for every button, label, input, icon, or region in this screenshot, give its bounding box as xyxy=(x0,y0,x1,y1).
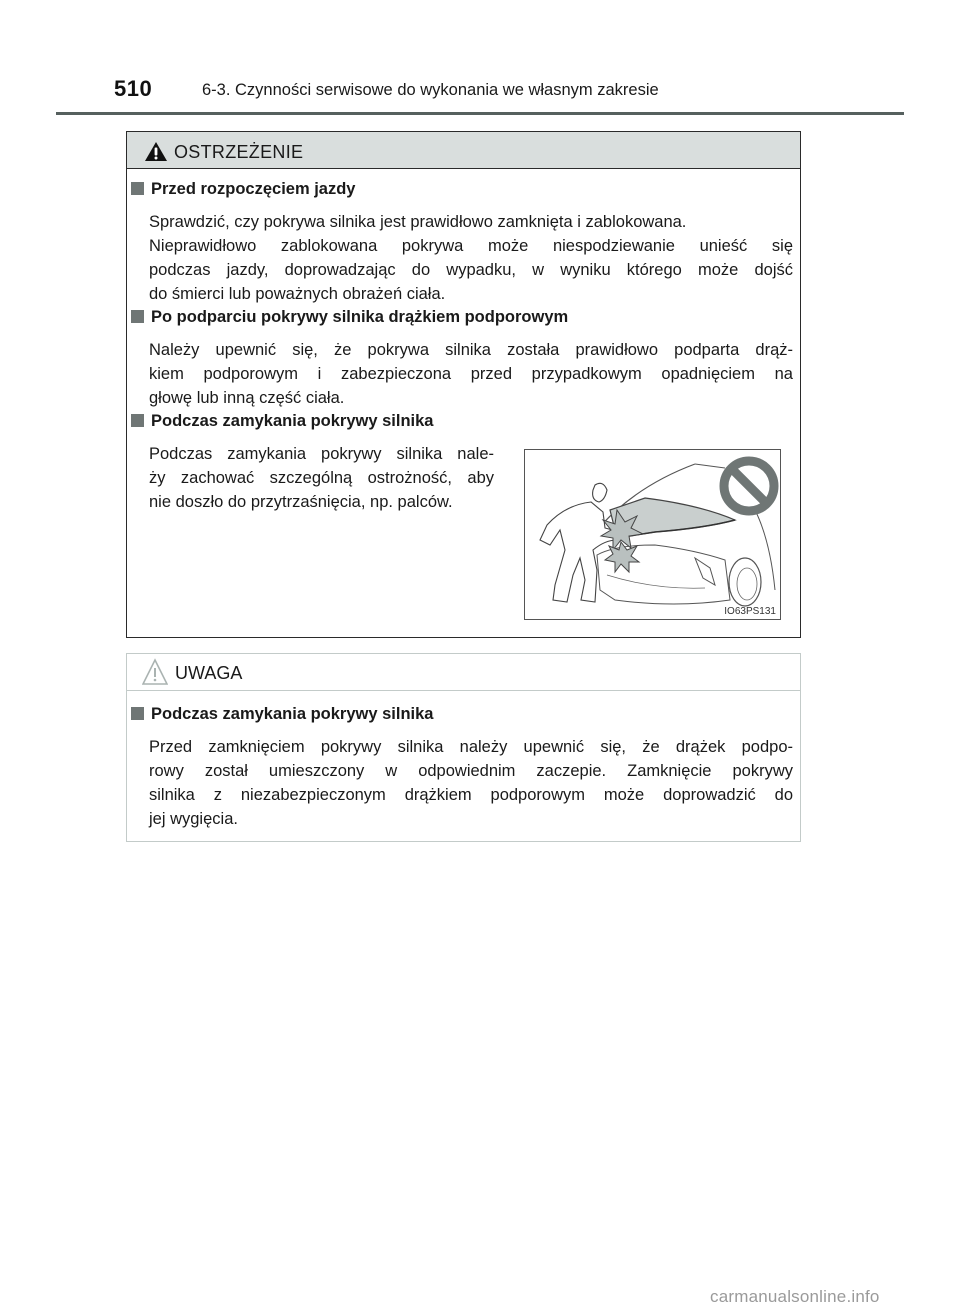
warning-box xyxy=(126,131,801,638)
prohibition-icon xyxy=(724,461,774,511)
warning-label: OSTRZEŻENIE xyxy=(174,142,304,162)
section-heading: Po podparciu pokrywy silnika drążkiem podporowym xyxy=(131,308,568,327)
warning-header xyxy=(127,132,800,169)
section-paragraph: Przed zamknięciem pokrywy silnika należy upewnić się, że drążek podpo- rowy został umieszczony w odpowiednim zaczepie. Zamknięcie pokrywy silnika z niezabezpieczonym drążkiem podporowym może doprowadzić do jej wygięcia. xyxy=(149,738,793,828)
section-heading: Podczas zamykania pokrywy silnika xyxy=(131,412,433,431)
caution-header xyxy=(127,654,800,691)
car-hood-drawing xyxy=(525,450,781,620)
figure-code: IO63PS131 xyxy=(724,606,776,617)
caution-box xyxy=(126,653,801,842)
warning-triangle-filled-icon xyxy=(144,141,168,162)
header-divider xyxy=(56,112,904,115)
bullet-square-icon xyxy=(131,707,144,720)
bullet-square-icon xyxy=(131,182,144,195)
bullet-square-icon xyxy=(131,310,144,323)
section-title: 6-3. Czynności serwisowe do wykonania we własnym zakresie xyxy=(202,81,659,99)
section-heading: Przed rozpoczęciem jazdy xyxy=(131,180,356,199)
section-paragraph: Należy upewnić się, że pokrywa silnika została prawidłowo podparta drąż- kiem podporowym i zabezpieczona przed przypadkowym opadnięciem na głowę lub inną część ciała. xyxy=(149,341,793,407)
bullet-square-icon xyxy=(131,414,144,427)
section-heading: Podczas zamykania pokrywy silnika xyxy=(131,705,433,724)
section-paragraph: Sprawdzić, czy pokrywa silnika jest prawidłowo zamknięta i zablokowana. Nieprawidłowo zablokowana pokrywa może niespodziewanie unieść się podczas jazdy, doprowadzając do wypadku, w wyniku którego może dojść do śmierci lub poważnych obrażeń ciała. xyxy=(149,213,793,303)
caution-label: UWAGA xyxy=(175,663,243,683)
watermark: carmanualsonline.info xyxy=(710,1287,880,1306)
warning-triangle-outline-icon xyxy=(142,658,168,686)
page-header xyxy=(56,76,904,116)
hood-closing-illustration xyxy=(524,449,781,620)
section-paragraph: Podczas zamykania pokrywy silnika nale- ży zachować szczególną ostrożność, aby nie doszło do przytrzaśnięcia, np. palców. xyxy=(149,445,494,511)
page-number: 510 xyxy=(114,76,153,101)
